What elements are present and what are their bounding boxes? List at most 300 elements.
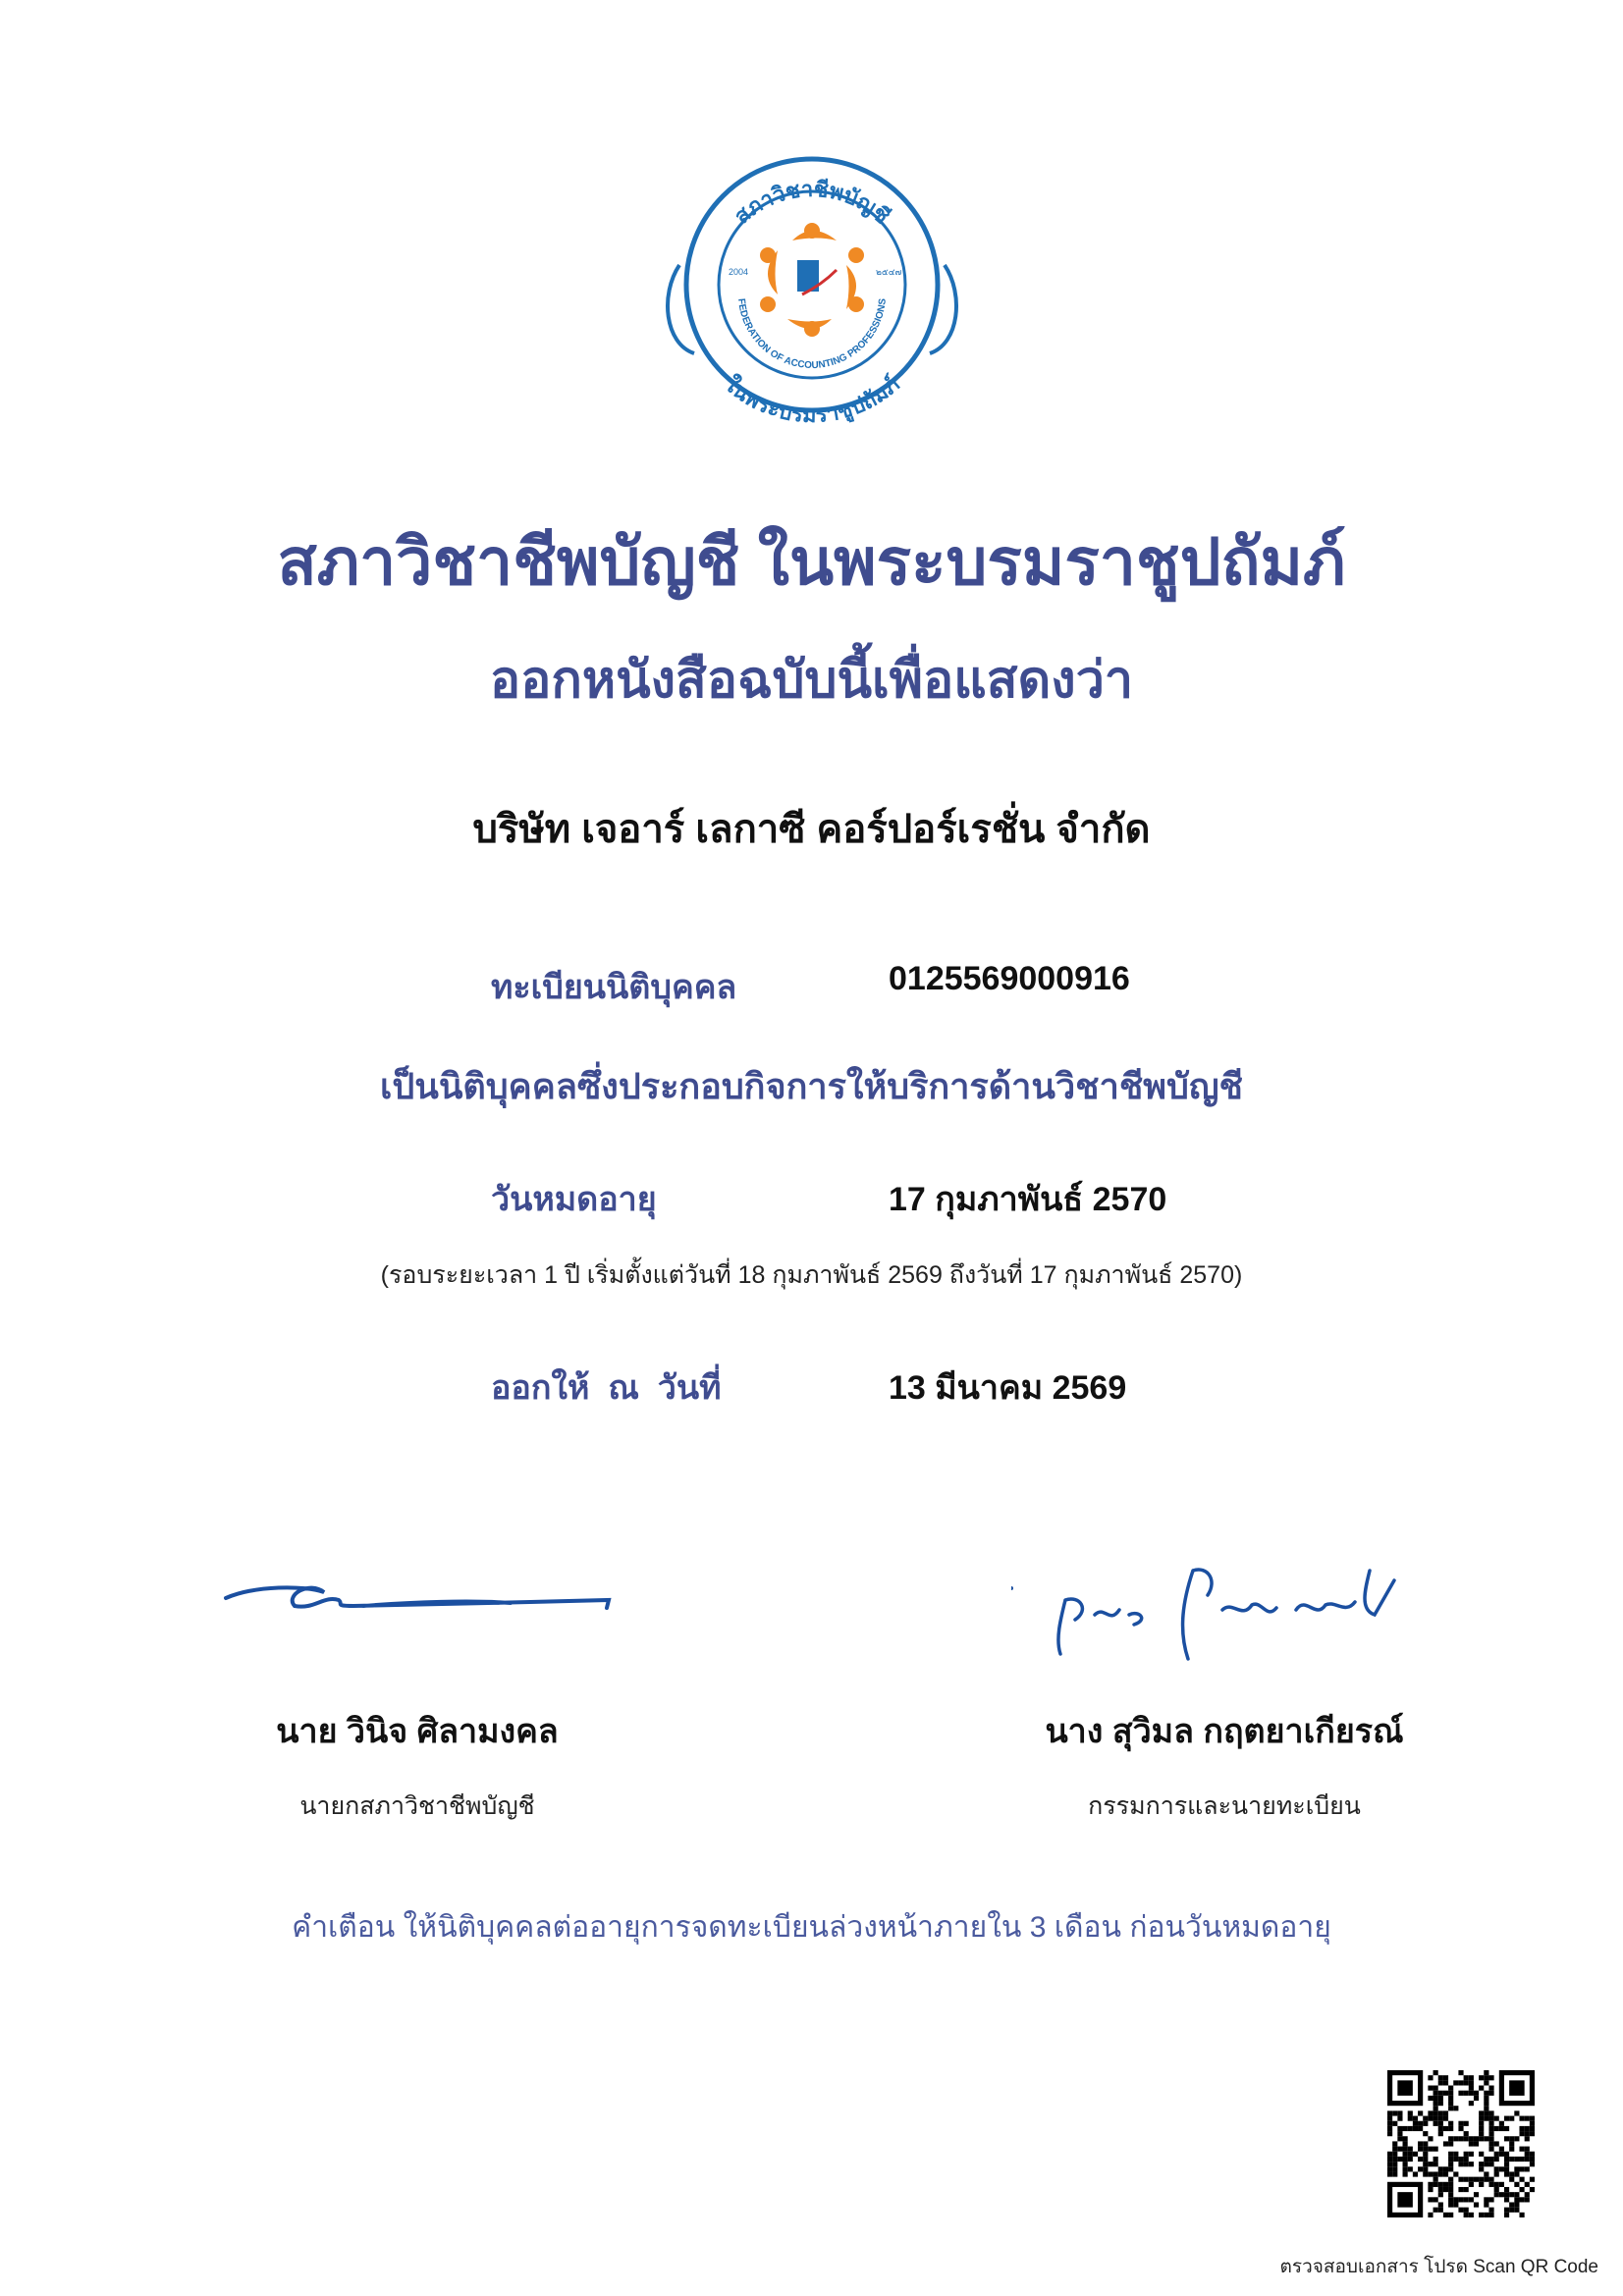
qr-module — [1479, 2121, 1484, 2126]
qr-module — [1494, 2187, 1499, 2192]
qr-module — [1514, 2136, 1519, 2141]
qr-module — [1448, 2213, 1453, 2217]
qr-module — [1519, 2157, 1524, 2162]
qr-module — [1469, 2141, 1474, 2146]
signatory-role-left: นายกสภาวิชาชีพบัญชี — [299, 1792, 535, 1820]
qr-module — [1494, 2166, 1499, 2171]
qr-module — [1438, 2121, 1443, 2126]
qr-module — [1464, 2091, 1469, 2096]
qr-module — [1488, 2208, 1493, 2213]
qr-module — [1519, 2126, 1524, 2131]
qr-module — [1464, 2208, 1469, 2213]
qr-module — [1458, 2070, 1463, 2075]
qr-module — [1397, 2157, 1402, 2162]
qr-module — [1413, 2171, 1418, 2176]
qr-module — [1387, 2166, 1392, 2171]
qr-module — [1448, 2182, 1453, 2187]
qr-module — [1464, 2136, 1469, 2141]
qr-module — [1519, 2187, 1524, 2192]
qr-module — [1509, 2136, 1514, 2141]
qr-module — [1488, 2182, 1493, 2187]
qr-module — [1397, 2110, 1402, 2115]
qr-module — [1434, 2197, 1438, 2202]
qr-module — [1438, 2187, 1443, 2192]
registration-value: 0125569000916 — [889, 960, 1130, 997]
qr-module — [1458, 2136, 1463, 2141]
qr-module — [1438, 2182, 1443, 2187]
qr-module — [1469, 2177, 1474, 2182]
qr-module — [1438, 2192, 1443, 2197]
signatory-name-right: นาง สุวิมล กฤตยาเกียรณ์ — [1045, 1713, 1404, 1750]
qr-module — [1458, 2208, 1463, 2213]
qr-module — [1494, 2152, 1499, 2157]
qr-module — [1428, 2147, 1433, 2152]
qr-module — [1519, 2116, 1524, 2121]
qr-module — [1392, 2147, 1397, 2152]
qr-module — [1530, 2126, 1535, 2131]
verification-qr-code[interactable] — [1387, 2070, 1535, 2217]
qr-module — [1418, 2147, 1423, 2152]
qr-module — [1453, 2171, 1458, 2176]
qr-module — [1499, 2121, 1504, 2126]
qr-module — [1387, 2152, 1392, 2157]
qr-module — [1413, 2152, 1418, 2157]
qr-module — [1397, 2147, 1402, 2152]
qr-module — [1448, 2192, 1453, 2197]
qr-module — [1387, 2171, 1392, 2176]
qr-module — [1509, 2177, 1514, 2182]
qr-module — [1504, 2192, 1509, 2197]
qr-module — [1428, 2187, 1433, 2192]
qr-module — [1443, 2110, 1448, 2115]
qr-module — [1423, 2171, 1428, 2176]
qr-finder — [1509, 2080, 1525, 2096]
qr-module — [1488, 2147, 1493, 2152]
qr-module — [1464, 2131, 1469, 2136]
issued-value: 13 มีนาคม 2569 — [889, 1369, 1127, 1407]
qr-module — [1488, 2110, 1493, 2115]
qr-module — [1484, 2070, 1488, 2075]
qr-module — [1494, 2116, 1499, 2121]
qr-finder — [1397, 2080, 1413, 2096]
qr-module — [1413, 2126, 1418, 2131]
qr-module — [1509, 2202, 1514, 2207]
qr-module — [1438, 2075, 1443, 2080]
qr-module — [1519, 2166, 1524, 2171]
qr-module — [1397, 2126, 1402, 2131]
qr-module — [1509, 2208, 1514, 2213]
qr-module — [1434, 2101, 1438, 2106]
qr-module — [1519, 2131, 1524, 2136]
qr-module — [1434, 2182, 1438, 2187]
qr-module — [1504, 2116, 1509, 2121]
qr-module — [1438, 2096, 1443, 2101]
qr-module — [1469, 2086, 1474, 2091]
qr-module — [1434, 2070, 1438, 2075]
svg-text:2004: 2004 — [729, 267, 749, 277]
qr-module — [1484, 2101, 1488, 2106]
qr-module — [1494, 2157, 1499, 2162]
qr-module — [1387, 2126, 1392, 2131]
qr-module — [1525, 2131, 1530, 2136]
qr-module — [1514, 2197, 1519, 2202]
qr-module — [1469, 2136, 1474, 2141]
qr-module — [1443, 2091, 1448, 2096]
qr-module — [1403, 2152, 1408, 2157]
qr-module — [1418, 2166, 1423, 2171]
page-title: สภาวิชาชีพบัญชี ในพระบรมราชูปถัมภ์ — [277, 525, 1346, 598]
qr-module — [1525, 2166, 1530, 2171]
qr-module — [1504, 2171, 1509, 2176]
qr-module — [1525, 2152, 1530, 2157]
qr-module — [1514, 2202, 1519, 2207]
qr-module — [1479, 2152, 1484, 2157]
qr-module — [1479, 2182, 1484, 2187]
qr-module — [1488, 2213, 1493, 2217]
qr-module — [1474, 2136, 1479, 2141]
qr-module — [1392, 2157, 1397, 2162]
qr-module — [1530, 2116, 1535, 2121]
qr-module — [1525, 2182, 1530, 2187]
qr-module — [1403, 2136, 1408, 2141]
qr-module — [1504, 2162, 1509, 2166]
svg-text:ในพระบรมราชูปถัมภ์: ในพระบรมราชูปถัมภ์ — [720, 371, 904, 428]
qr-module — [1514, 2182, 1519, 2187]
qr-module — [1464, 2197, 1469, 2202]
qr-module — [1397, 2136, 1402, 2141]
qr-module — [1453, 2197, 1458, 2202]
qr-module — [1438, 2091, 1443, 2096]
qr-module — [1428, 2110, 1433, 2115]
qr-module — [1387, 2157, 1392, 2162]
qr-module — [1479, 2162, 1484, 2166]
qr-module — [1448, 2162, 1453, 2166]
qr-module — [1403, 2147, 1408, 2152]
qr-module — [1525, 2126, 1530, 2131]
qr-module — [1438, 2202, 1443, 2207]
qr-module — [1443, 2213, 1448, 2217]
qr-module — [1453, 2080, 1458, 2085]
qr-module — [1494, 2126, 1499, 2131]
qr-module — [1469, 2080, 1474, 2085]
qr-module — [1428, 2136, 1433, 2141]
qr-module — [1434, 2177, 1438, 2182]
qr-module — [1418, 2141, 1423, 2146]
qr-module — [1387, 2110, 1392, 2115]
qr-module — [1397, 2131, 1402, 2136]
qr-module — [1479, 2131, 1484, 2136]
qr-module — [1479, 2136, 1484, 2141]
qr-module — [1458, 2157, 1463, 2162]
qr-module — [1434, 2110, 1438, 2115]
qr-module — [1469, 2091, 1474, 2096]
svg-text:๒๕๔๗: ๒๕๔๗ — [876, 267, 902, 277]
qr-module — [1488, 2136, 1493, 2141]
qr-module — [1530, 2177, 1535, 2182]
qr-module — [1469, 2075, 1474, 2080]
qr-module — [1453, 2136, 1458, 2141]
qr-module — [1408, 2126, 1413, 2131]
qr-module — [1403, 2157, 1408, 2162]
qr-module — [1509, 2141, 1514, 2146]
company-name: บริษัท เจอาร์ เลกาซี คอร์ปอร์เรชั่น จำกัด — [472, 808, 1151, 851]
qr-module — [1458, 2187, 1463, 2192]
qr-module — [1443, 2182, 1448, 2187]
qr-module — [1392, 2162, 1397, 2166]
qr-module — [1484, 2136, 1488, 2141]
qr-module — [1403, 2126, 1408, 2131]
qr-module — [1504, 2157, 1509, 2162]
qr-module — [1448, 2141, 1453, 2146]
qr-module — [1504, 2136, 1509, 2141]
qr-module — [1438, 2110, 1443, 2115]
qr-module — [1464, 2152, 1469, 2157]
qr-module — [1458, 2080, 1463, 2085]
qr-module — [1488, 2075, 1493, 2080]
qr-module — [1434, 2147, 1438, 2152]
qr-module — [1423, 2141, 1428, 2146]
qr-module — [1484, 2080, 1488, 2085]
qr-module — [1434, 2096, 1438, 2101]
qr-module — [1464, 2213, 1469, 2217]
qr-module — [1428, 2213, 1433, 2217]
qr-module — [1387, 2131, 1392, 2136]
qr-module — [1443, 2080, 1448, 2085]
qr-module — [1392, 2121, 1397, 2126]
qr-module — [1428, 2162, 1433, 2166]
qr-module — [1448, 2106, 1453, 2110]
qr-module — [1458, 2121, 1463, 2126]
qr-module — [1484, 2213, 1488, 2217]
qr-module — [1525, 2197, 1530, 2202]
qr-module — [1499, 2126, 1504, 2131]
qr-module — [1428, 2197, 1433, 2202]
qr-module — [1514, 2166, 1519, 2171]
qr-module — [1443, 2075, 1448, 2080]
qr-module — [1514, 2157, 1519, 2162]
qr-module — [1479, 2110, 1484, 2115]
qr-module — [1530, 2121, 1535, 2126]
qr-module — [1488, 2177, 1493, 2182]
qr-module — [1484, 2091, 1488, 2096]
expiry-value: 17 กุมภาพันธ์ 2570 — [889, 1181, 1167, 1218]
qr-module — [1408, 2147, 1413, 2152]
qr-module — [1488, 2162, 1493, 2166]
issued-label: ออกให้ ณ วันที่ — [491, 1369, 722, 1407]
qr-module — [1530, 2152, 1535, 2157]
qr-module — [1509, 2192, 1514, 2197]
qr-module — [1525, 2147, 1530, 2152]
qr-module — [1392, 2152, 1397, 2157]
qr-module — [1438, 2080, 1443, 2085]
expiry-label: วันหมดอายุ — [491, 1181, 657, 1218]
qr-module — [1484, 2177, 1488, 2182]
qr-module — [1488, 2131, 1493, 2136]
qr-module — [1448, 2152, 1453, 2157]
qr-module — [1525, 2192, 1530, 2197]
qr-module — [1418, 2110, 1423, 2115]
qr-module — [1509, 2157, 1514, 2162]
qr-module — [1530, 2131, 1535, 2136]
qr-module — [1428, 2116, 1433, 2121]
qr-module — [1434, 2162, 1438, 2166]
qr-module — [1469, 2197, 1474, 2202]
qr-module — [1484, 2162, 1488, 2166]
qr-module — [1484, 2096, 1488, 2101]
qr-module — [1443, 2116, 1448, 2121]
qr-module — [1438, 2126, 1443, 2131]
qr-module — [1448, 2091, 1453, 2096]
qr-module — [1443, 2126, 1448, 2131]
qr-module — [1434, 2208, 1438, 2213]
qr-module — [1479, 2166, 1484, 2171]
qr-module — [1418, 2121, 1423, 2126]
qr-module — [1438, 2131, 1443, 2136]
svg-text:สภาวิชาชีพบัญชี: สภาวิชาชีพบัญชี — [729, 176, 895, 229]
qr-module — [1448, 2197, 1453, 2202]
qr-module — [1488, 2121, 1493, 2126]
qr-module — [1443, 2141, 1448, 2146]
qr-module — [1453, 2202, 1458, 2207]
qr-module — [1428, 2086, 1433, 2091]
qr-module — [1469, 2162, 1474, 2166]
qr-module — [1479, 2075, 1484, 2080]
qr-module — [1423, 2147, 1428, 2152]
qr-module — [1484, 2157, 1488, 2162]
qr-module — [1484, 2116, 1488, 2121]
qr-module — [1408, 2152, 1413, 2157]
qr-module — [1423, 2166, 1428, 2171]
qr-module — [1530, 2157, 1535, 2162]
qr-module — [1525, 2157, 1530, 2162]
qr-module — [1514, 2208, 1519, 2213]
qr-module — [1519, 2177, 1524, 2182]
qr-module — [1509, 2171, 1514, 2176]
qr-module — [1448, 2166, 1453, 2171]
qr-module — [1448, 2177, 1453, 2182]
qr-module — [1438, 2166, 1443, 2171]
qr-module — [1403, 2166, 1408, 2171]
qr-module — [1494, 2192, 1499, 2197]
qr-caption: ตรวจสอบเอกสาร โปรด Scan QR Code — [1279, 2257, 1598, 2277]
qr-module — [1474, 2091, 1479, 2096]
qr-module — [1434, 2171, 1438, 2176]
qr-module — [1488, 2091, 1493, 2096]
qr-module — [1499, 2147, 1504, 2152]
qr-module — [1504, 2187, 1509, 2192]
qr-module — [1434, 2106, 1438, 2110]
qr-module — [1387, 2121, 1392, 2126]
qr-module — [1519, 2197, 1524, 2202]
qr-module — [1408, 2166, 1413, 2171]
business-statement: เป็นนิติบุคคลซึ่งประกอบกิจการให้บริการด้านวิชาชีพบัญชี — [380, 1066, 1243, 1106]
qr-module — [1434, 2091, 1438, 2096]
qr-module — [1392, 2166, 1397, 2171]
qr-module — [1423, 2162, 1428, 2166]
qr-module — [1509, 2116, 1514, 2121]
qr-module — [1448, 2086, 1453, 2091]
qr-module — [1434, 2121, 1438, 2126]
qr-module — [1423, 2152, 1428, 2157]
qr-module — [1504, 2213, 1509, 2217]
qr-module — [1443, 2171, 1448, 2176]
qr-module — [1403, 2141, 1408, 2146]
qr-module — [1488, 2116, 1493, 2121]
qr-module — [1488, 2086, 1493, 2091]
qr-module — [1453, 2106, 1458, 2110]
qr-module — [1408, 2157, 1413, 2162]
qr-module — [1494, 2171, 1499, 2176]
qr-module — [1514, 2110, 1519, 2115]
signature-right — [1011, 1541, 1424, 1679]
qr-module — [1423, 2121, 1428, 2126]
qr-module — [1525, 2136, 1530, 2141]
qr-module — [1448, 2101, 1453, 2106]
qr-module — [1499, 2182, 1504, 2187]
registration-label: ทะเบียนนิติบุคคล — [491, 969, 737, 1006]
qr-module — [1504, 2152, 1509, 2157]
qr-module — [1392, 2171, 1397, 2176]
qr-module — [1418, 2157, 1423, 2162]
qr-module — [1494, 2141, 1499, 2146]
page-subtitle: ออกหนังสือฉบับนี้เพื่อแสดงว่า — [489, 652, 1134, 709]
qr-module — [1387, 2116, 1392, 2121]
qr-module — [1423, 2157, 1428, 2162]
qr-module — [1413, 2121, 1418, 2126]
qr-module — [1458, 2197, 1463, 2202]
qr-module — [1464, 2080, 1469, 2085]
qr-module — [1418, 2126, 1423, 2131]
qr-module — [1499, 2166, 1504, 2171]
qr-module — [1514, 2192, 1519, 2197]
period-note: (รอบระยะเวลา 1 ปี เริ่มตั้งแต่วันที่ 18 กุมภาพันธ์ 2569 ถึงวันที่ 17 กุมภาพันธ์ 2570) — [380, 1261, 1243, 1289]
qr-module — [1428, 2171, 1433, 2176]
qr-module — [1484, 2110, 1488, 2115]
qr-module — [1469, 2101, 1474, 2106]
qr-module — [1504, 2208, 1509, 2213]
qr-module — [1530, 2162, 1535, 2166]
qr-module — [1484, 2106, 1488, 2110]
qr-module — [1387, 2162, 1392, 2166]
qr-module — [1413, 2116, 1418, 2121]
qr-module — [1488, 2126, 1493, 2131]
qr-module — [1453, 2152, 1458, 2157]
qr-module — [1464, 2162, 1469, 2166]
qr-module — [1448, 2096, 1453, 2101]
qr-module — [1448, 2187, 1453, 2192]
qr-module — [1519, 2213, 1524, 2217]
qr-module — [1448, 2202, 1453, 2207]
qr-module — [1479, 2126, 1484, 2131]
qr-module — [1458, 2091, 1463, 2096]
qr-module — [1423, 2116, 1428, 2121]
qr-module — [1509, 2147, 1514, 2152]
qr-module — [1392, 2141, 1397, 2146]
qr-module — [1484, 2171, 1488, 2176]
qr-module — [1464, 2187, 1469, 2192]
qr-module — [1438, 2116, 1443, 2121]
qr-module — [1403, 2171, 1408, 2176]
qr-module — [1458, 2162, 1463, 2166]
qr-module — [1469, 2152, 1474, 2157]
qr-module — [1504, 2197, 1509, 2202]
svg-text:FEDERATION OF ACCOUNTING PROFE: FEDERATION OF ACCOUNTING PROFESSIONS — [735, 297, 889, 372]
qr-module — [1434, 2116, 1438, 2121]
signature-left — [216, 1541, 628, 1679]
qr-module — [1474, 2192, 1479, 2197]
qr-module — [1499, 2152, 1504, 2157]
qr-module — [1525, 2116, 1530, 2121]
